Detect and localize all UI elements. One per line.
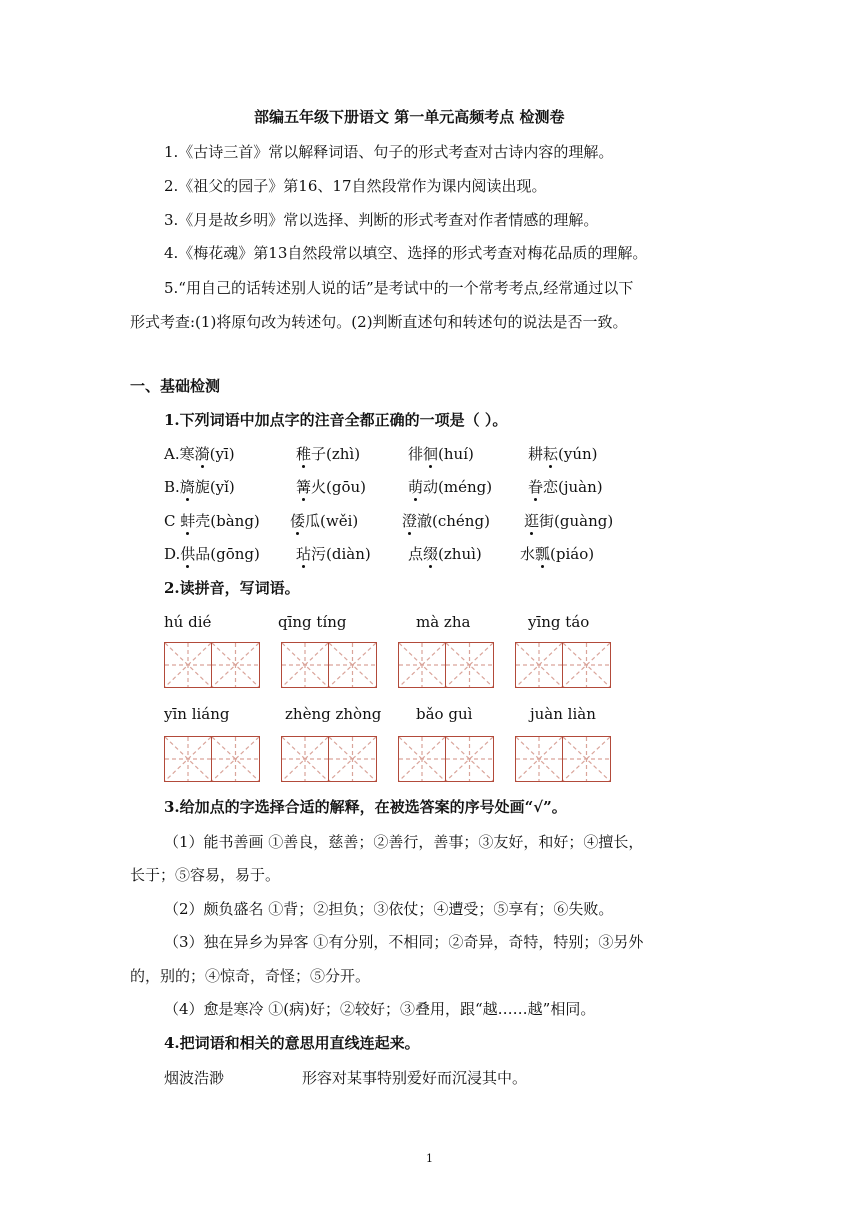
dotted-character: 倭: [290, 512, 306, 530]
writing-grid-yingtao[interactable]: [515, 642, 611, 688]
writing-cell[interactable]: [329, 736, 377, 782]
writing-cell[interactable]: [446, 642, 494, 688]
writing-grid-juanlian[interactable]: [515, 736, 611, 782]
writing-cell[interactable]: [563, 642, 611, 688]
writing-cell[interactable]: [164, 642, 212, 688]
q1-option-d-word-4: 水瓢(piáo): [520, 545, 595, 563]
dotted-character: 瓢: [535, 545, 551, 563]
pinyin-yinliang: yīn liáng: [164, 705, 230, 723]
dotted-character: 缀: [423, 545, 439, 563]
writing-cell[interactable]: [398, 736, 446, 782]
q1-option-d-word-1: D.供品(gōng): [164, 545, 260, 563]
writing-cell[interactable]: [446, 736, 494, 782]
dotted-character: 蚌: [180, 512, 196, 530]
q1-option-a-word-4: 耕耘(yún): [528, 445, 598, 463]
pinyin-yingtao: yīng táo: [528, 613, 590, 631]
q1-option-c-word-3: 澄澈(chéng): [402, 512, 490, 530]
q1-option-d-word-3: 点缀(zhuì): [408, 545, 482, 563]
question-3-item-3: （3）独在异乡为异客 ①有分别，不相同；②奇异，奇特，特别；③另外: [164, 933, 644, 951]
dotted-character: 眷: [528, 478, 544, 496]
q1-option-label: C: [164, 512, 181, 530]
dotted-character: 逛: [524, 512, 540, 530]
writing-grid-baogui[interactable]: [398, 736, 494, 782]
dotted-character: 篝: [296, 478, 312, 496]
pinyin-qingting: qīng tíng: [278, 613, 347, 631]
question-2-stem: 2.读拼音，写词语。: [164, 579, 300, 597]
writing-cell[interactable]: [281, 642, 329, 688]
pinyin-baogui: bǎo guì: [416, 705, 473, 723]
q1-option-d-word-2: 玷污(diàn): [296, 545, 371, 563]
question-1-stem: 1.下列词语中加点字的注音全都正确的一项是（ ）。: [164, 411, 508, 429]
writing-grid-qingting[interactable]: [281, 642, 377, 688]
writing-cell[interactable]: [281, 736, 329, 782]
intro-note-5: 5.“用自己的话转述别人说的话”是考试中的一个常考考点,经常通过以下: [164, 279, 634, 297]
q1-option-b-word-1: B.旖旎(yǐ): [164, 478, 235, 496]
writing-grid-hudie[interactable]: [164, 642, 260, 688]
q1-option-b-word-2: 篝火(gōu): [296, 478, 367, 496]
writing-cell[interactable]: [212, 736, 260, 782]
intro-note-5-cont: 形式考查:(1)将原句改为转述句。(2)判断直述句和转述句的说法是否一致。: [130, 313, 628, 331]
dotted-character: 旖: [179, 478, 195, 496]
dotted-character: 稚: [296, 445, 312, 463]
writing-cell[interactable]: [515, 736, 563, 782]
dotted-character: 供: [180, 545, 196, 563]
q1-option-b-word-3: 萌动(méng): [408, 478, 493, 496]
question-3-item-4: （4）愈是寒冷 ①(病)好；②较好；③叠用，跟“越……越”相同。: [164, 1000, 596, 1018]
pinyin-zhengzhong: zhèng zhòng: [285, 705, 382, 723]
q1-option-c-word-4: 逛街(guàng): [524, 512, 614, 530]
dotted-character: 耘: [543, 445, 559, 463]
writing-cell[interactable]: [398, 642, 446, 688]
q1-option-a-word-1: A.寒漪(yī): [164, 445, 235, 463]
question-4-stem: 4.把词语和相关的意思用直线连起来。: [164, 1034, 420, 1052]
page-title: 部编五年级下册语文 第一单元高频考点 检测卷: [254, 108, 565, 126]
question-3-item-1: （1）能书善画 ①善良，慈善；②善行，善事；③友好，和好；④擅长，: [164, 833, 644, 851]
matching-meaning[interactable]: 形容对某事特别爱好而沉浸其中。: [302, 1069, 528, 1087]
dotted-character: 澄: [402, 512, 418, 530]
writing-cell[interactable]: [329, 642, 377, 688]
q1-option-label: D.: [164, 545, 181, 563]
dotted-character: 漪: [194, 445, 210, 463]
question-3-item-1-cont: 长于；⑤容易，易于。: [130, 866, 281, 884]
dotted-character: 玷: [296, 545, 312, 563]
q1-option-label: B.: [164, 478, 180, 496]
intro-note-2: 2.《祖父的园子》第16、17自然段常作为课内阅读出现。: [164, 177, 547, 195]
page-number: 1: [426, 1152, 433, 1165]
writing-grid-zhengzhong[interactable]: [281, 736, 377, 782]
q1-option-label: A.: [164, 445, 180, 463]
q1-option-c-word-1: C 蚌壳(bàng): [164, 512, 260, 530]
pinyin-juanlian: juàn liàn: [530, 705, 596, 723]
intro-note-1: 1.《古诗三首》常以解释词语、句子的形式考查对古诗内容的理解。: [164, 143, 614, 161]
pinyin-mazha: mà zha: [416, 613, 471, 631]
intro-note-4: 4.《梅花魂》第13自然段常以填空、选择的形式考查对梅花品质的理解。: [164, 244, 648, 262]
pinyin-hudie: hú dié: [164, 613, 212, 631]
dotted-character: 徊: [423, 445, 439, 463]
q1-option-c-word-2: 倭瓜(wěi): [290, 512, 359, 530]
question-3-item-3-cont: 的，别的；④惊奇，奇怪；⑤分开。: [130, 967, 371, 985]
writing-cell[interactable]: [563, 736, 611, 782]
writing-cell[interactable]: [515, 642, 563, 688]
section-heading: 一、基础检测: [130, 377, 221, 395]
q1-option-a-word-3: 徘徊(huí): [408, 445, 474, 463]
writing-cell[interactable]: [212, 642, 260, 688]
question-3-item-2: （2）颇负盛名 ①背；②担负；③依仗；④遭受；⑤享有；⑥失败。: [164, 900, 614, 918]
q1-option-b-word-4: 眷恋(juàn): [528, 478, 603, 496]
writing-grid-yinliang[interactable]: [164, 736, 260, 782]
question-3-stem: 3.给加点的字选择合适的解释，在被选答案的序号处画“√”。: [164, 798, 567, 816]
q1-option-a-word-2: 稚子(zhì): [296, 445, 361, 463]
writing-grid-mazha[interactable]: [398, 642, 494, 688]
intro-note-3: 3.《月是故乡明》常以选择、判断的形式考查对作者情感的理解。: [164, 211, 599, 229]
matching-word[interactable]: 烟波浩渺: [164, 1069, 225, 1087]
dotted-character: 萌: [408, 478, 424, 496]
writing-cell[interactable]: [164, 736, 212, 782]
